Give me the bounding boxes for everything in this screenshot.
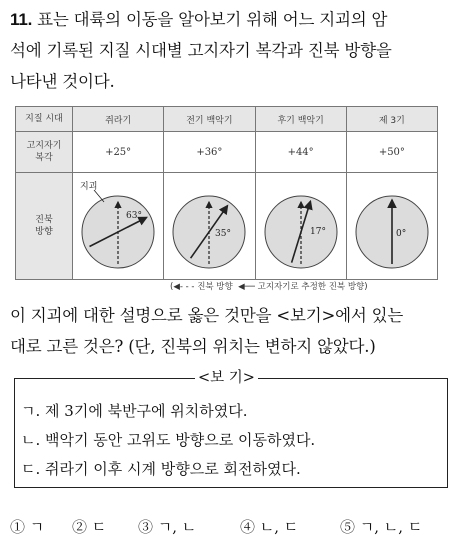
direction-cell: [73, 173, 164, 280]
legend-estimated-north: 고지자기로 추정한 진북 방향: [257, 282, 365, 292]
inclination-value: +25°: [73, 132, 164, 173]
direction-cell: [164, 173, 255, 280]
direction-label: 진북 방향: [16, 173, 73, 280]
question-line-3: 나타낸 것이다.: [10, 72, 115, 91]
period-late-cretaceous: 후기 백악기: [255, 107, 346, 132]
period-early-cretaceous: 전기 백악기: [164, 107, 255, 132]
question-sub-line-2: 대로 고른 것은? (단, 진북의 위치는 변하지 않았다.): [10, 337, 376, 356]
bogi-box: [14, 370, 448, 488]
data-table: [15, 106, 438, 280]
inclination-value: +36°: [164, 132, 255, 173]
angle-label: 17°: [309, 227, 326, 237]
inclination-label: 고지자기 복각: [16, 132, 73, 173]
direction-cell: [346, 173, 437, 280]
header-geologic-era: 지질 시대: [16, 107, 73, 132]
inclination-row: [16, 132, 438, 173]
question-subtext: [10, 300, 458, 362]
question-number: 11.: [10, 10, 33, 29]
question-line-1: 11. 표는 대륙의 이동을 알아보기 위해 어느 지괴의 암: [10, 10, 388, 29]
angle-label: 63°: [126, 211, 143, 221]
direction-cell: [255, 173, 346, 280]
compass-diagram: [261, 180, 341, 272]
inclination-value: +44°: [255, 132, 346, 173]
bogi-item-3: ㄷ. 쥐라기 이후 시계 방향으로 회전하였다.: [21, 460, 301, 478]
legend: (◀- - - 진북 방향 ◀── 고지자기로 추정한 진북 방향): [170, 282, 368, 292]
compass-diagram: [169, 180, 249, 272]
block-label-pointer: [94, 190, 104, 202]
compass-diagram: [352, 180, 432, 272]
answer-choice-4[interactable]: ④ ㄴ, ㄷ: [240, 518, 299, 536]
bogi-title: <보 기>: [195, 369, 258, 387]
solid-arrow-icon: ◀──: [238, 282, 255, 292]
answer-choice-5[interactable]: ⑤ ㄱ, ㄴ, ㄷ: [340, 518, 423, 536]
question-line-2: 석에 기록된 지질 시대별 고지자기 복각과 진북 방향을: [10, 41, 392, 60]
answer-choice-2[interactable]: ② ㄷ: [72, 518, 107, 536]
compass-diagram: [78, 180, 158, 272]
legend-true-north: 진북 방향: [197, 282, 233, 292]
bogi-items: [21, 397, 315, 484]
bogi-item-2: ㄴ. 백악기 동안 고위도 방향으로 이동하였다.: [21, 431, 316, 449]
answer-choice-3[interactable]: ③ ㄱ, ㄴ: [138, 518, 197, 536]
direction-row: [16, 173, 438, 280]
bogi-item-1: ㄱ. 제 3기에 북반구에 위치하였다.: [21, 402, 248, 420]
angle-label: 0°: [395, 229, 407, 239]
question-text: [10, 4, 458, 97]
table-header-row: [16, 107, 438, 132]
period-jurassic: 쥐라기: [73, 107, 164, 132]
period-tertiary: 제 3기: [346, 107, 437, 132]
block-label: 지괴: [80, 182, 98, 192]
dashed-arrow-icon: ◀- - -: [173, 282, 195, 292]
inclination-value: +50°: [346, 132, 437, 173]
answer-choice-1[interactable]: ① ㄱ: [10, 518, 45, 536]
angle-label: 35°: [215, 229, 232, 239]
question-sub-line-1: 이 지괴에 대한 설명으로 옳은 것만을 <보기>에서 있는: [10, 306, 404, 325]
